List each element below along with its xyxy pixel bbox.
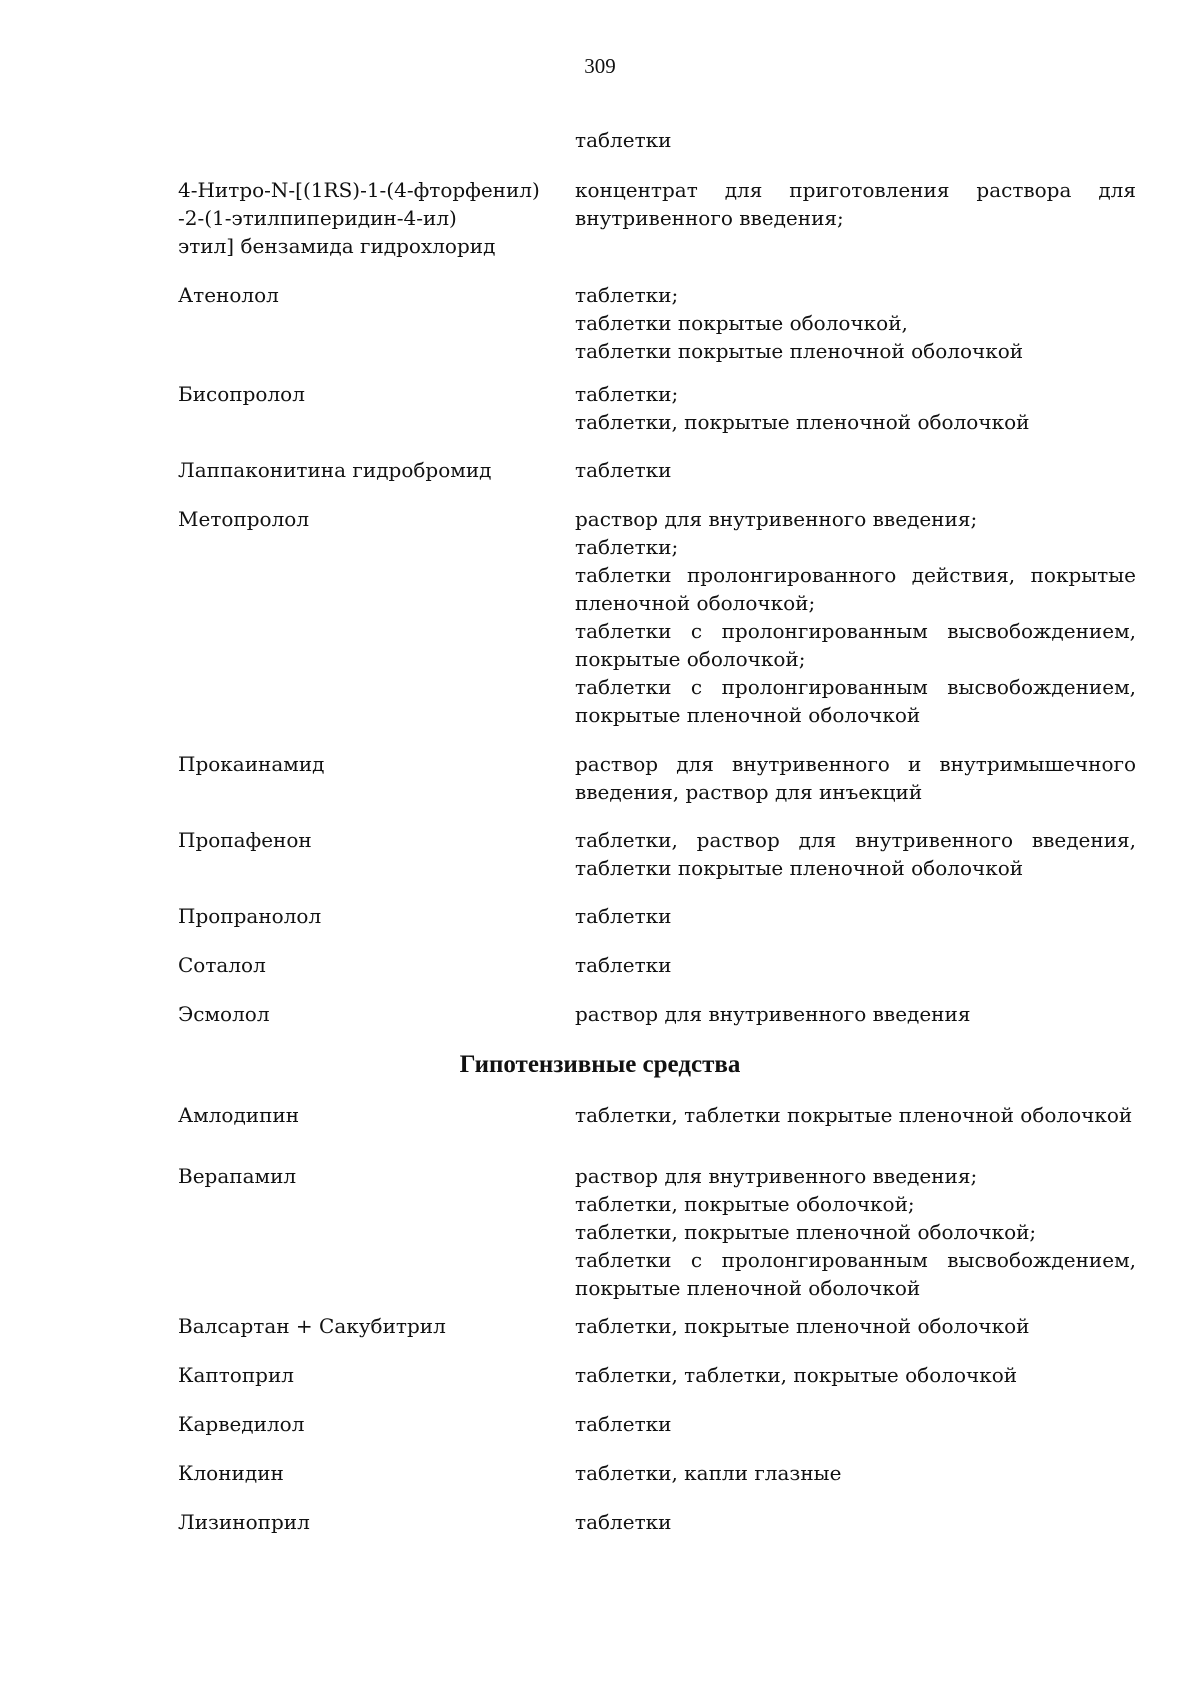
dosage-form-line: таблетки, раствор для внутривенного введения, xyxy=(575,828,1136,852)
dosage-forms xyxy=(575,750,1136,806)
drug-name xyxy=(178,1508,548,1536)
drug-name-line: Пропафенон xyxy=(178,828,312,852)
dosage-form-line: таблетки, таблетки, покрытые оболочкой xyxy=(575,1363,1018,1387)
dosage-forms xyxy=(575,1000,1136,1028)
drug-name-line: Эсмолол xyxy=(178,1002,270,1026)
drug-name xyxy=(178,1459,548,1487)
drug-name xyxy=(178,456,548,484)
dosage-form-line: таблетки покрытые пленочной оболочкой xyxy=(575,339,1024,363)
dosage-form-line: раствор для внутривенного введения; xyxy=(575,1164,978,1188)
drug-name xyxy=(178,176,548,260)
dosage-form-line: таблетки, покрытые оболочкой; xyxy=(575,1192,915,1216)
dosage-form-line: таблетки пролонгированного действия, покрытые xyxy=(575,563,1136,587)
drug-name-line: Пропранолол xyxy=(178,904,322,928)
dosage-form-line: таблетки с пролонгированным высвобождением, xyxy=(575,619,1136,643)
dosage-forms xyxy=(575,1162,1136,1302)
drug-name-line: Верапамил xyxy=(178,1164,297,1188)
dosage-forms xyxy=(575,1101,1136,1129)
drug-name-line: Соталол xyxy=(178,953,266,977)
dosage-forms xyxy=(575,176,1136,232)
drug-name xyxy=(178,1312,548,1340)
drug-name-line: Лизиноприл xyxy=(178,1510,310,1534)
dosage-form-line: таблетки xyxy=(575,458,672,482)
dosage-form-line: введения, раствор для инъекций xyxy=(575,780,923,804)
dosage-form-line: таблетки с пролонгированным высвобождением, xyxy=(575,1248,1136,1272)
dosage-form-line: покрытые оболочкой; xyxy=(575,647,806,671)
dosage-forms xyxy=(575,456,1136,484)
drug-name-line: Амлодипин xyxy=(178,1103,300,1127)
dosage-forms xyxy=(575,1361,1136,1389)
dosage-form-line: таблетки xyxy=(575,1510,672,1534)
dosage-form-line: таблетки; xyxy=(575,535,679,559)
dosage-forms xyxy=(575,1410,1136,1438)
drug-name-line: Валсартан + Сакубитрил xyxy=(178,1314,446,1338)
dosage-form-line: раствор для внутривенного введения xyxy=(575,1002,971,1026)
dosage-form-line: таблетки, таблетки покрытые пленочной оболочкой xyxy=(575,1103,1133,1127)
dosage-forms xyxy=(575,281,1136,365)
dosage-form-line: таблетки xyxy=(575,953,672,977)
drug-name-line: Каптоприл xyxy=(178,1363,295,1387)
dosage-form-line: таблетки покрытые пленочной оболочкой xyxy=(575,856,1024,880)
dosage-form-line: покрытые пленочной оболочкой xyxy=(575,1276,921,1300)
drug-name xyxy=(178,826,548,854)
dosage-forms xyxy=(575,126,1136,154)
dosage-forms xyxy=(575,1508,1136,1536)
dosage-form-line: таблетки xyxy=(575,128,672,152)
drug-name-line: Прокаинамид xyxy=(178,752,325,776)
page-number: 309 xyxy=(584,54,616,78)
drug-name xyxy=(178,281,548,309)
dosage-forms xyxy=(575,1312,1136,1340)
drug-name-line: этил] бензамида гидрохлорид xyxy=(178,234,496,258)
drug-name xyxy=(178,902,548,930)
dosage-form-line: таблетки xyxy=(575,1412,672,1436)
dosage-form-line: таблетки; xyxy=(575,283,679,307)
dosage-form-line: таблетки, покрытые пленочной оболочкой xyxy=(575,410,1030,434)
dosage-form-line: пленочной оболочкой; xyxy=(575,591,816,615)
dosage-form-line: таблетки, покрытые пленочной оболочкой xyxy=(575,1314,1030,1338)
dosage-form-line: таблетки с пролонгированным высвобождением, xyxy=(575,675,1136,699)
dosage-form-line: раствор для внутривенного введения; xyxy=(575,507,978,531)
dosage-form-line: таблетки, покрытые пленочной оболочкой; xyxy=(575,1220,1037,1244)
drug-name-line: 4-Нитро-N-[(1RS)-1-(4-фторфенил) xyxy=(178,178,540,202)
section-heading: Гипотензивные средства xyxy=(459,1051,741,1078)
dosage-form-line: концентрат для приготовления раствора для xyxy=(575,178,1136,202)
dosage-forms xyxy=(575,951,1136,979)
dosage-form-line: покрытые пленочной оболочкой xyxy=(575,703,921,727)
dosage-forms xyxy=(575,1459,1136,1487)
dosage-form-line: раствор для внутривенного и внутримышечного xyxy=(575,752,1136,776)
dosage-form-line: внутривенного введения; xyxy=(575,206,844,230)
drug-name-line: Клонидин xyxy=(178,1461,284,1485)
drug-name xyxy=(178,1101,548,1129)
drug-name xyxy=(178,951,548,979)
drug-name-line: -2-(1-этилпиперидин-4-ил) xyxy=(178,206,457,230)
drug-name-line: Лаппаконитина гидробромид xyxy=(178,458,492,482)
drug-name xyxy=(178,505,548,533)
drug-name xyxy=(178,750,548,778)
dosage-form-line: таблетки; xyxy=(575,382,679,406)
dosage-forms xyxy=(575,826,1136,882)
drug-name-line: Карведилол xyxy=(178,1412,305,1436)
drug-name xyxy=(178,380,548,408)
drug-name-line: Метопролол xyxy=(178,507,310,531)
dosage-forms xyxy=(575,505,1136,729)
drug-name-line: Атенолол xyxy=(178,283,279,307)
dosage-forms xyxy=(575,902,1136,930)
drug-name-line: Бисопролол xyxy=(178,382,305,406)
dosage-forms xyxy=(575,380,1136,436)
drug-name xyxy=(178,1410,548,1438)
drug-name xyxy=(178,1162,548,1190)
dosage-form-line: таблетки, капли глазные xyxy=(575,1461,842,1485)
drug-name xyxy=(178,1361,548,1389)
drug-name xyxy=(178,1000,548,1028)
dosage-form-line: таблетки покрытые оболочкой, xyxy=(575,311,908,335)
dosage-form-line: таблетки xyxy=(575,904,672,928)
